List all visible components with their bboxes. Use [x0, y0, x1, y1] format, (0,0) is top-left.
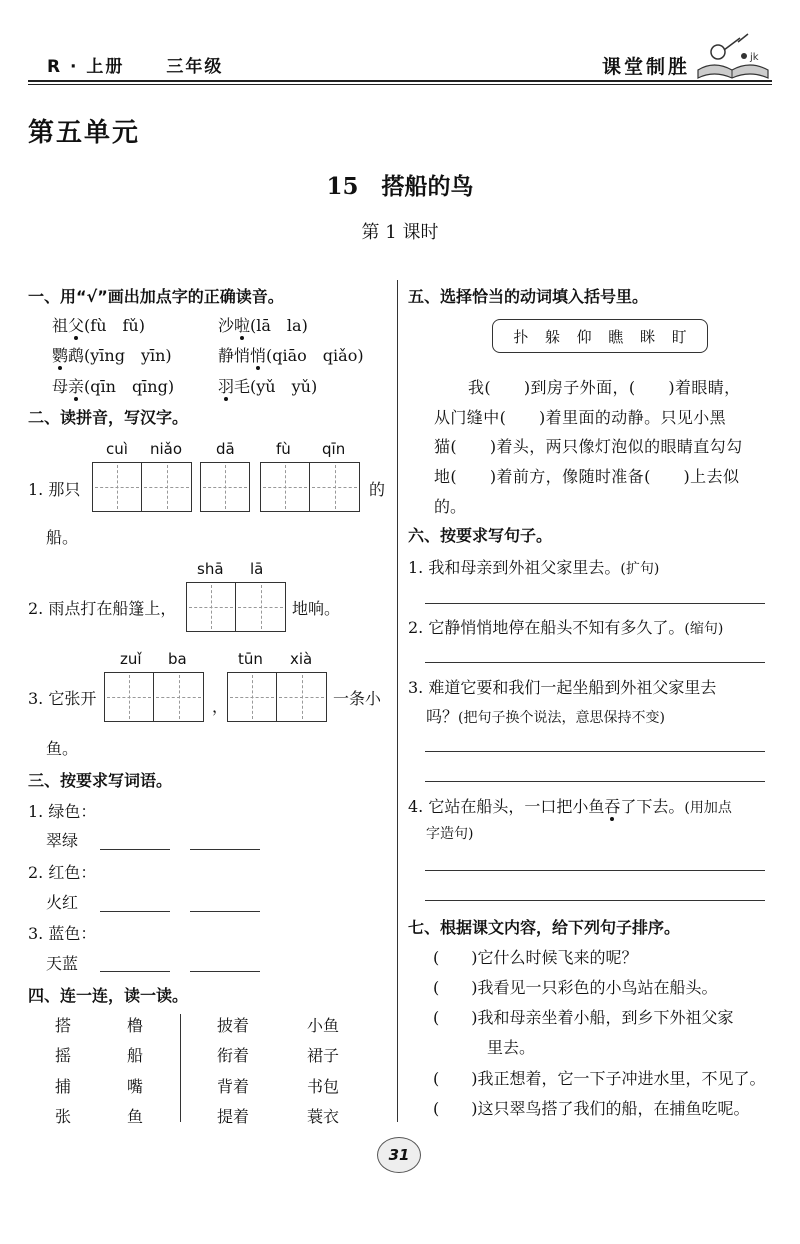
passage-line: 地( )着前方，像随时准备( )上去似	[434, 467, 740, 486]
pronunciation-item[interactable]: 沙啦(lā la)	[218, 316, 308, 335]
q3-1-word: 翠绿	[46, 831, 79, 850]
section-2-title: 二、读拼音，写汉字。	[28, 408, 189, 427]
comma: ，	[212, 697, 229, 716]
q2-2-prefix: 2. 雨点打在船篷上，	[28, 599, 177, 618]
writing-grid[interactable]	[200, 462, 250, 512]
pinyin-label: niǎo	[150, 440, 183, 458]
match-word[interactable]: 书包	[307, 1077, 340, 1096]
book-logo-icon	[694, 30, 772, 82]
answer-line[interactable]	[425, 751, 765, 752]
section-7-title: 七、根据课文内容，给下列句子排序。	[408, 918, 681, 937]
match-word[interactable]: 衔着	[217, 1046, 250, 1065]
pronunciation-item[interactable]: 祖父(fù fǔ)	[52, 316, 145, 335]
match-word[interactable]: 船	[127, 1046, 144, 1065]
pinyin-label: lā	[250, 560, 264, 578]
writing-grid[interactable]	[104, 672, 204, 722]
passage-line: 猫( )着头，两只像灯泡似的眼睛直勾勾	[434, 437, 743, 456]
q3-2-label: 2. 红色：	[28, 863, 97, 882]
match-word[interactable]: 嘴	[127, 1077, 144, 1096]
match-word[interactable]: 摇	[55, 1046, 72, 1065]
pinyin-label: cuì	[106, 440, 128, 458]
answer-blank[interactable]	[100, 849, 170, 850]
verb-option: 仰	[576, 327, 592, 346]
pronunciation-item[interactable]: 鹦鹉(yīng yīn)	[52, 346, 172, 365]
answer-line[interactable]	[425, 781, 765, 782]
pinyin-label: xià	[290, 650, 313, 668]
q3-3-word: 天蓝	[46, 954, 79, 973]
writing-grid[interactable]	[227, 672, 327, 722]
q2-1-continuation: 船。	[46, 528, 79, 547]
ordering-item[interactable]: ( )它什么时候飞来的呢？	[433, 948, 638, 967]
q2-3-suffix: 一条小	[333, 689, 382, 708]
answer-blank[interactable]	[190, 971, 260, 972]
answer-blank[interactable]	[190, 911, 260, 912]
passage-line: 的。	[434, 497, 467, 516]
edition: R · 上册	[47, 57, 125, 77]
writing-grid[interactable]	[186, 582, 286, 632]
answer-line[interactable]	[425, 662, 765, 663]
ordering-item-cont: 里去。	[487, 1038, 536, 1057]
verb-option: 扑	[513, 327, 529, 346]
q2-2-suffix: 地响。	[292, 599, 341, 618]
section-1-title: 一、用“√”画出加点字的正确读音。	[28, 287, 284, 306]
ordering-item[interactable]: ( )我正想着，它一下子冲进水里，不见了。	[433, 1069, 766, 1088]
pronunciation-item[interactable]: 静悄悄(qiāo qiǎo)	[218, 346, 364, 365]
q6-1: 1. 我和母亲到外祖父家里去。(扩句)	[408, 558, 660, 577]
q6-4-cont: 字造句)	[426, 826, 474, 842]
header-rule	[28, 80, 772, 82]
header-edition-grade	[47, 52, 265, 77]
q3-3-label: 3. 蓝色：	[28, 924, 97, 943]
answer-line[interactable]	[425, 603, 765, 604]
section-3-title: 三、按要求写词语。	[28, 771, 173, 790]
ordering-item[interactable]: ( )我和母亲坐着小船，到乡下外祖父家	[433, 1008, 734, 1027]
match-word[interactable]: 小鱼	[307, 1016, 340, 1035]
match-word[interactable]: 鱼	[127, 1107, 144, 1126]
q2-3-prefix: 3. 它张开	[28, 689, 97, 708]
match-word[interactable]: 张	[55, 1107, 72, 1126]
pronunciation-item[interactable]: 母亲(qīn qīng)	[52, 377, 175, 396]
answer-blank[interactable]	[190, 849, 260, 850]
match-word[interactable]: 捕	[55, 1077, 72, 1096]
brand-title: 课堂制胜	[601, 56, 690, 78]
pinyin-label: ba	[168, 650, 187, 668]
pinyin-label: fù	[276, 440, 291, 458]
q3-1-label: 1. 绿色：	[28, 802, 97, 821]
unit-title: 第五单元	[28, 118, 141, 148]
answer-blank[interactable]	[100, 911, 170, 912]
verb-option: 盯	[671, 327, 687, 346]
match-word[interactable]: 背着	[217, 1077, 250, 1096]
section-4-title: 四、连一连，读一读。	[28, 986, 189, 1005]
logo-text: jk	[750, 52, 759, 63]
verb-option: 瞧	[608, 327, 624, 346]
answer-line[interactable]	[425, 900, 765, 901]
q6-3: 3. 难道它要和我们一起坐船到外祖父家里去	[408, 678, 717, 697]
match-word[interactable]: 橹	[127, 1016, 144, 1035]
q2-1-prefix: 1. 那只	[28, 480, 81, 499]
pinyin-label: dā	[216, 440, 235, 458]
match-word[interactable]: 提着	[217, 1107, 250, 1126]
writing-grid[interactable]	[92, 462, 192, 512]
match-divider	[180, 1014, 181, 1122]
writing-grid[interactable]	[260, 462, 360, 512]
section-6-title: 六、按要求写句子。	[408, 526, 553, 545]
pronunciation-item[interactable]: 羽毛(yǔ yǔ)	[218, 377, 318, 396]
column-divider	[397, 280, 398, 1122]
ordering-item[interactable]: ( )这只翠鸟搭了我们的船，在捕鱼吃呢。	[433, 1099, 750, 1118]
q2-3-continuation: 鱼。	[46, 739, 79, 758]
pinyin-label: qīn	[322, 440, 346, 458]
answer-line[interactable]	[425, 870, 765, 871]
q6-4: 4. 它站在船头，一口把小鱼吞了下去。(用加点	[408, 797, 732, 816]
period-label: 第 1 课时	[361, 222, 439, 243]
ordering-item[interactable]: ( )我看见一只彩色的小鸟站在船头。	[433, 978, 718, 997]
verb-option: 躲	[544, 327, 560, 346]
verb-word-box	[492, 319, 708, 353]
q6-2: 2. 它静悄悄地停在船头不知有多久了。(缩句)	[408, 618, 724, 637]
lesson-title: 15 搭船的鸟	[326, 173, 474, 200]
pinyin-label: zuǐ	[120, 650, 142, 668]
header-rule-thin	[28, 84, 772, 85]
passage-line: 从门缝中( )着里面的动静。只见小黑	[434, 408, 727, 427]
verb-option: 眯	[639, 327, 655, 346]
match-word[interactable]: 披着	[217, 1016, 250, 1035]
q2-1-suffix: 的	[369, 480, 386, 499]
grade: 三年级	[166, 57, 224, 77]
pinyin-label: shā	[197, 560, 224, 578]
passage-line: 我( )到房子外面，( )着眼睛，	[468, 378, 741, 397]
match-word[interactable]: 蓑衣	[307, 1107, 340, 1126]
q3-2-word: 火红	[46, 893, 79, 912]
section-5-title: 五、选择恰当的动词填入括号里。	[408, 287, 649, 306]
match-word[interactable]: 裙子	[307, 1046, 340, 1065]
match-word[interactable]: 搭	[55, 1016, 72, 1035]
answer-blank[interactable]	[100, 971, 170, 972]
pinyin-label: tūn	[238, 650, 263, 668]
q6-3-cont: 吗？(把句子换个说法，意思保持不变)	[426, 707, 665, 726]
page-number: 31	[377, 1137, 421, 1173]
